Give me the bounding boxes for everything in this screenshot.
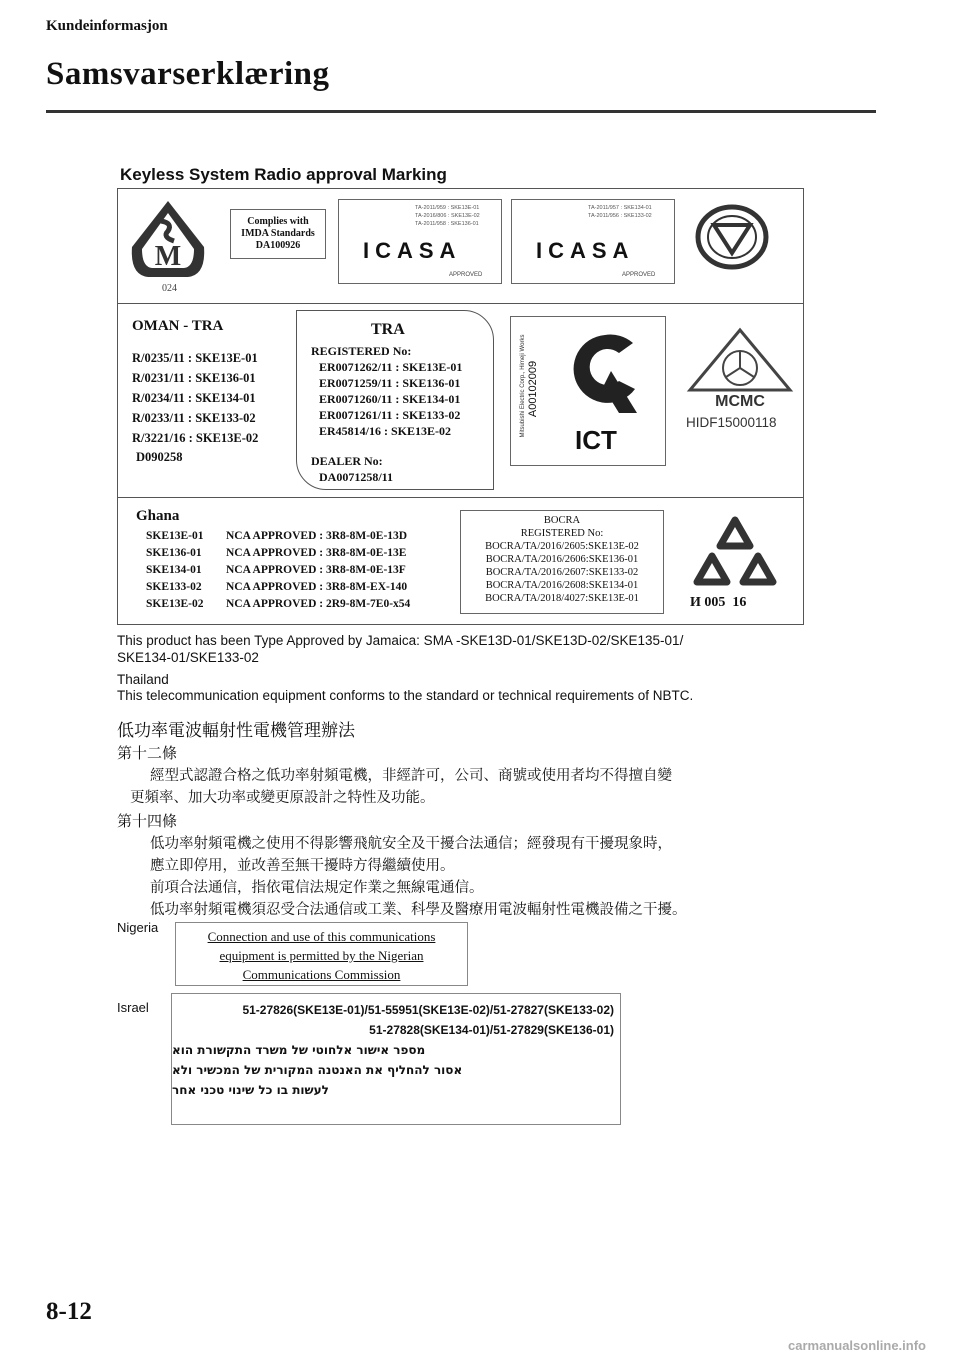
israel-line: לעשות בו כל שינוי טכני אחר [172, 1083, 329, 1097]
ghana-model: SKE136-01 [146, 547, 202, 559]
nigeria-line: Communications Commission [242, 967, 401, 982]
ghana-model: SKE134-01 [146, 564, 202, 576]
ghana-row [146, 528, 410, 545]
mcmc-logo-icon [686, 324, 794, 408]
bocra-line: BOCRA/TA/2016/2605:SKE13E-02 [485, 541, 639, 552]
tra-list [319, 359, 462, 439]
eac-mark [690, 516, 780, 616]
header-rule [46, 110, 876, 113]
tra-title: TRA [371, 321, 405, 338]
ghana-approval: NCA APPROVED : 3R8-8M-0E-13D [226, 530, 408, 542]
article-14-label: 第十四條 [117, 812, 178, 830]
sm-triangle-icon [128, 197, 208, 281]
article-14-line: 前項合法通信，指依電信法規定作業之無線電通信。 [150, 880, 484, 896]
ghana-approval: NCA APPROVED : 3R8-8M-0E-13F [226, 564, 406, 576]
approval-row-2 [117, 303, 804, 498]
icasa-lines [415, 204, 480, 228]
page-title: Samsvarserklæring [46, 56, 330, 92]
mcmc-text: MCMC [715, 393, 765, 408]
oman-line: R/0235/11 : SKE13E-01 [132, 351, 258, 365]
article-12-line: 更頻率、加大功率或變更原設計之特性及功能。 [130, 790, 435, 806]
ghana-row [146, 545, 410, 562]
taiwan-title: 低功率電波輻射性電機管理辦法 [117, 721, 355, 741]
ghana-title: Ghana [136, 508, 180, 524]
approval-row-1 [117, 188, 804, 304]
svg-text:M: M [154, 241, 182, 272]
imda-line: DA100926 [255, 240, 301, 251]
dealer-label: DEALER No: [311, 454, 383, 468]
bocra-line: BOCRA/TA/2016/2607:SKE133-02 [485, 567, 639, 578]
thailand-text: This telecommunication equipment conforms to the standard or technical requirements of NBTC. [117, 688, 694, 703]
ict-logo-icon [567, 331, 643, 417]
tra-line: ER0071259/11 : SKE136-01 [319, 376, 461, 390]
icasa-line: TA-2011/956 : SKE133-02 [588, 213, 652, 219]
bocra-box [460, 510, 664, 614]
bocra-title: BOCRA [543, 515, 581, 526]
oman-line: R/0233/11 : SKE133-02 [132, 411, 256, 425]
tra-line: ER0071260/11 : SKE134-01 [319, 392, 461, 406]
eac-code: И 005 16 [690, 595, 747, 610]
ghana-model: SKE13E-02 [146, 598, 204, 610]
ghana-row [146, 579, 410, 596]
jamaica-line: This product has been Type Approved by Jamaica: SMA -SKE13D-01/SKE13D-02/SKE135-01/ [117, 633, 684, 648]
approval-row-3 [117, 497, 804, 625]
article-14-line: 低功率射頻電機之使用不得影響飛航安全及干擾合法通信；經發現有干擾現象時， [150, 836, 672, 852]
article-14-line: 低功率射頻電機須忍受合法通信或工業、科學及醫療用電波輻射性電機設備之干擾。 [150, 902, 687, 918]
bocra-line: BOCRA/TA/2016/2608:SKE134-01 [485, 580, 639, 591]
article-12-line: 經型式認證合格之低功率射頻電機，非經許可，公司、商號或使用者均不得擅自變 [150, 768, 672, 784]
watermark: carmanualsonline.info [788, 1338, 926, 1353]
jamaica-line: SKE134-01/SKE133-02 [117, 650, 259, 665]
jamaica-text [117, 632, 683, 666]
icasa-mark-1 [338, 199, 502, 284]
bocra-line: BOCRA/TA/2018/4027:SKE13E-01 [485, 593, 639, 604]
icasa-lines [588, 204, 652, 220]
ghana-approval: NCA APPROVED : 3R8-8M-0E-13E [226, 547, 407, 559]
ghana-row [146, 562, 410, 579]
mcmc-mark [686, 324, 794, 434]
article-12-label: 第十二條 [117, 744, 178, 762]
icasa-logo: ICASA [363, 238, 462, 263]
ukraine-approval-logo [694, 203, 770, 271]
imda-line: Complies with [247, 216, 309, 227]
oman-list [132, 348, 258, 448]
ghana-model: SKE13E-01 [146, 530, 204, 542]
oman-title: OMAN - TRA [132, 318, 224, 334]
sm-number: 024 [162, 283, 177, 294]
ict-vertical-text: Mitsubishi Electric Corp., Himeji Works [520, 334, 526, 438]
icasa-line: TA-2011/959 : SKE13E-01 [415, 205, 480, 211]
oman-line: R/0231/11 : SKE136-01 [132, 371, 256, 385]
tra-registered: REGISTERED No: [311, 344, 412, 358]
imda-line: IMDA Standards [241, 228, 315, 239]
icasa-mark-2 [511, 199, 675, 284]
mcmc-code: HIDF15000118 [686, 415, 777, 430]
icasa-line: TA-2016/806 : SKE13E-02 [415, 213, 480, 219]
tra-line: ER0071262/11 : SKE13E-01 [319, 360, 463, 374]
ict-label: ICT [575, 425, 617, 455]
dealer-number: DA0071258/11 [319, 470, 394, 484]
israel-line: מספר אישור אלחוטי של משרד התקשורת הוא [172, 1043, 426, 1057]
tra-line: ER0071261/11 : SKE133-02 [319, 408, 461, 422]
ghana-model: SKE133-02 [146, 581, 202, 593]
israel-label: Israel [117, 1000, 149, 1015]
israel-box [171, 993, 621, 1125]
israel-line: אסור להחליף את האנטנה המקורית של המכשיר ולא [172, 1063, 463, 1077]
ghana-approval: NCA APPROVED : 3R8-8M-EX-140 [226, 581, 408, 593]
page-number: 8-12 [46, 1298, 92, 1325]
tra-box [296, 310, 494, 490]
icasa-line: TA-2011/957 : SKE134-01 [588, 205, 652, 211]
ghana-list [146, 528, 410, 613]
nigeria-line: equipment is permitted by the Nigerian [219, 948, 424, 963]
israel-line: 51-27826(SKE13E-01)/51-55951(SKE13E-02)/51-27827(SKE133-02) [242, 1003, 614, 1017]
nigeria-label: Nigeria [117, 920, 159, 935]
ghana-approval: NCA APPROVED : 2R9-8M-7E0-x54 [226, 598, 411, 610]
ukraine-mark-icon [694, 203, 770, 271]
thailand-label: Thailand [117, 672, 169, 687]
bocra-line: BOCRA/TA/2016/2606:SKE136-01 [485, 554, 639, 565]
oman-line: R/0234/11 : SKE134-01 [132, 391, 256, 405]
bocra-registered: REGISTERED No: [520, 528, 604, 539]
nigeria-line: Connection and use of this communications [207, 929, 436, 944]
section-label: Kundeinformasjon [46, 18, 168, 34]
imda-box [230, 209, 326, 259]
approved-label: APPROVED [622, 272, 656, 278]
icasa-logo: ICASA [536, 238, 635, 263]
israel-line: 51-27828(SKE134-01)/51-27829(SKE136-01) [369, 1023, 614, 1037]
article-14-line: 應立即停用，並改善至無干擾時方得繼續使用。 [150, 858, 455, 874]
sm-logo [128, 197, 208, 281]
figure-title: Keyless System Radio approval Marking [120, 165, 447, 184]
tra-line: ER45814/16 : SKE13E-02 [319, 424, 452, 438]
oman-code: D090258 [136, 450, 183, 464]
nigeria-box [175, 922, 468, 986]
icasa-line: TA-2011/958 : SKE136-01 [415, 221, 479, 227]
approved-label: APPROVED [449, 272, 483, 278]
oman-line: R/3221/16 : SKE13E-02 [132, 431, 259, 445]
ict-mark [510, 316, 666, 466]
eac-triangle-icon [690, 516, 780, 586]
ghana-row [146, 596, 410, 613]
ict-number: A00102009 [527, 360, 539, 418]
